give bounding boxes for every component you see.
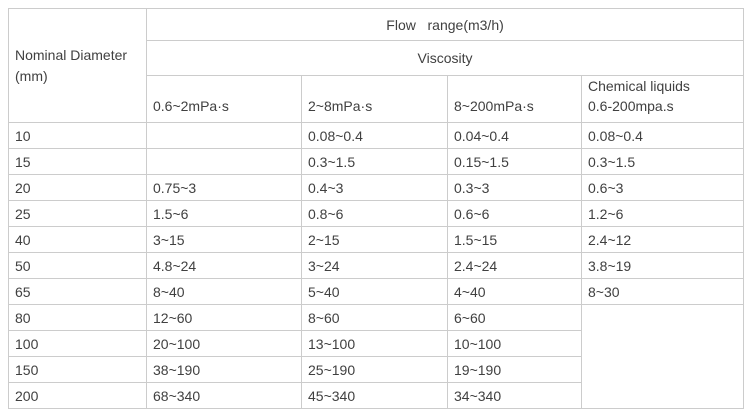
cell-visc-high: 10~100 [448,331,582,357]
cell-visc-high: 2.4~24 [448,253,582,279]
cell-diameter: 25 [9,201,147,227]
cell-visc-high: 0.3~3 [448,175,582,201]
header-nominal-diameter-line2: (mm) [15,67,48,84]
table-row-dn50 [9,253,744,279]
cell-chemical: 8~30 [582,279,744,305]
cell-visc-low: 8~40 [147,279,302,305]
cell-visc-mid: 5~40 [302,279,448,305]
table-header [9,9,744,123]
cell-visc-high: 0.6~6 [448,201,582,227]
cell-visc-mid: 13~100 [302,331,448,357]
header-viscosity: Viscosity [147,41,744,76]
header-nominal-diameter-line1: Nominal Diameter [15,46,128,63]
cell-visc-low [147,123,302,149]
cell-visc-mid: 3~24 [302,253,448,279]
cell-diameter: 50 [9,253,147,279]
cell-visc-mid: 0.8~6 [302,201,448,227]
header-chemical-liquids-line1: Chemical liquids [588,78,690,94]
cell-chemical: 2.4~12 [582,227,744,253]
cell-visc-high: 19~190 [448,357,582,383]
cell-diameter: 15 [9,149,147,175]
table-body [9,123,744,409]
cell-visc-high: 4~40 [448,279,582,305]
cell-diameter: 200 [9,383,147,409]
header-chemical-liquids [582,76,744,123]
table-row-dn15 [9,149,744,175]
cell-diameter: 65 [9,279,147,305]
table-row-dn10 [9,123,744,149]
cell-visc-low: 20~100 [147,331,302,357]
header-nominal-diameter [9,9,147,123]
table-row-dn65 [9,279,744,305]
cell-visc-high: 0.04~0.4 [448,123,582,149]
cell-chemical: 0.3~1.5 [582,149,744,175]
cell-visc-mid: 25~190 [302,357,448,383]
table-row-dn20 [9,175,744,201]
cell-diameter: 100 [9,331,147,357]
cell-chemical: 0.08~0.4 [582,123,744,149]
cell-visc-low: 3~15 [147,227,302,253]
table-row-dn25 [9,201,744,227]
flow-range-spec-table [8,8,744,409]
cell-visc-low [147,149,302,175]
cell-visc-low: 68~340 [147,383,302,409]
cell-visc-low: 12~60 [147,305,302,331]
cell-visc-high: 1.5~15 [448,227,582,253]
cell-diameter: 80 [9,305,147,331]
cell-diameter: 150 [9,357,147,383]
cell-diameter: 40 [9,227,147,253]
cell-visc-low: 4.8~24 [147,253,302,279]
table-row-dn40 [9,227,744,253]
cell-visc-low: 0.75~3 [147,175,302,201]
header-flow-range: Flow range(m3/h) [147,9,744,41]
cell-visc-mid: 8~60 [302,305,448,331]
table-row-dn80 [9,305,744,331]
cell-visc-low: 1.5~6 [147,201,302,227]
header-row-flow-range [9,9,744,41]
cell-chemical: 1.2~6 [582,201,744,227]
header-viscosity-high: 8~200mPa·s [448,76,582,123]
cell-chemical: 0.6~3 [582,175,744,201]
cell-diameter: 20 [9,175,147,201]
cell-visc-mid: 45~340 [302,383,448,409]
cell-chemical: 3.8~19 [582,253,744,279]
cell-visc-low: 38~190 [147,357,302,383]
cell-visc-mid: 0.08~0.4 [302,123,448,149]
cell-visc-high: 6~60 [448,305,582,331]
cell-visc-mid: 2~15 [302,227,448,253]
header-viscosity-mid: 2~8mPa·s [302,76,448,123]
cell-chemical-merged-empty [582,305,744,409]
cell-diameter: 10 [9,123,147,149]
cell-visc-high: 34~340 [448,383,582,409]
cell-visc-mid: 0.3~1.5 [302,149,448,175]
cell-visc-mid: 0.4~3 [302,175,448,201]
cell-visc-high: 0.15~1.5 [448,149,582,175]
header-viscosity-low: 0.6~2mPa·s [147,76,302,123]
header-chemical-liquids-line2: 0.6-200mpa.s [588,98,674,114]
